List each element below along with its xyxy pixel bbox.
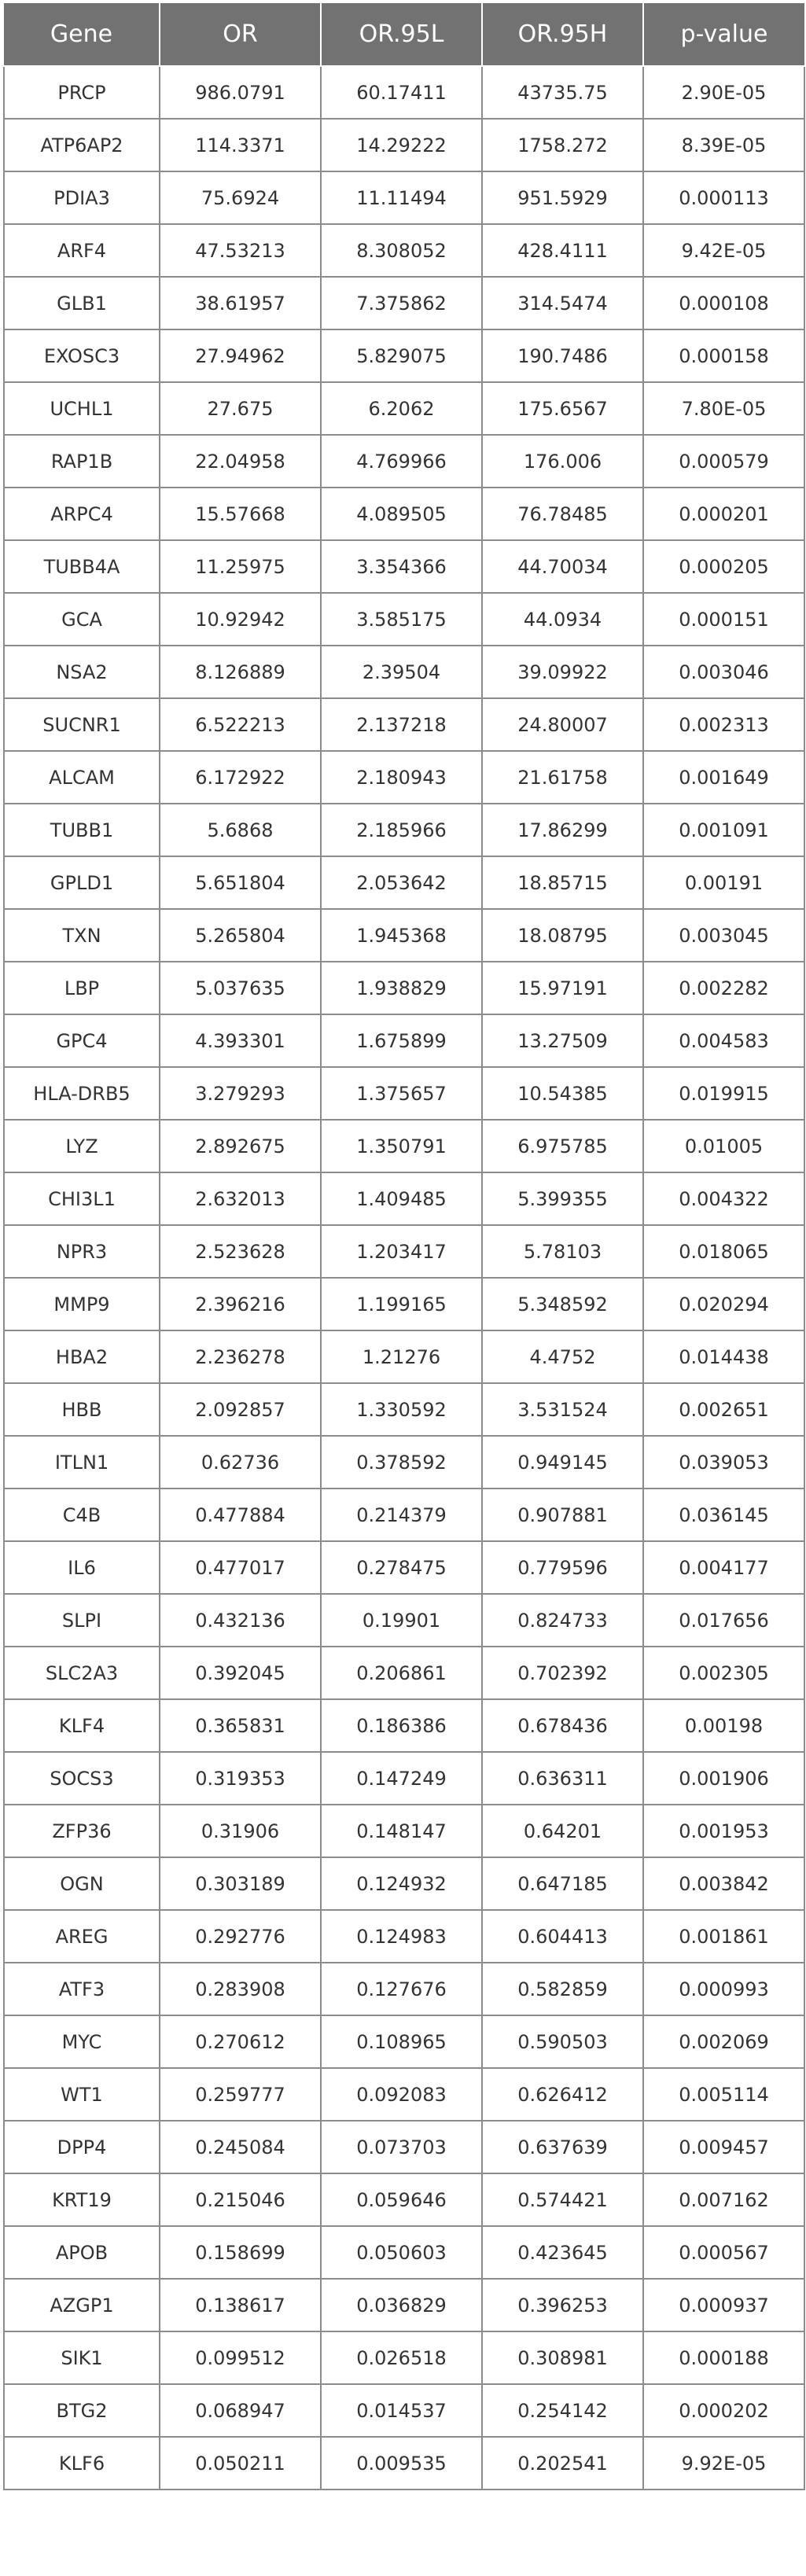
gene-cell: DPP4 [4, 2121, 160, 2173]
gene-cell: LBP [4, 962, 160, 1014]
gene-cell: SLC2A3 [4, 1647, 160, 1699]
gene-cell: SUCNR1 [4, 698, 160, 751]
or-95l-cell: 0.378592 [321, 1436, 482, 1489]
or-cell: 27.94962 [160, 329, 321, 382]
or-95l-cell: 4.769966 [321, 435, 482, 488]
or-95h-cell: 18.85715 [482, 856, 643, 909]
p-value-cell: 0.003842 [643, 1857, 804, 1910]
or-95h-cell: 5.348592 [482, 1278, 643, 1330]
or-95l-cell: 5.829075 [321, 329, 482, 382]
or-95l-cell: 0.278475 [321, 1541, 482, 1594]
or-cell: 0.319353 [160, 1752, 321, 1805]
table-row [4, 540, 804, 593]
gene-cell: KRT19 [4, 2173, 160, 2226]
or-cell: 6.522213 [160, 698, 321, 751]
or-95l-cell: 1.350791 [321, 1120, 482, 1172]
header-gene: Gene [4, 3, 160, 66]
p-value-cell: 0.000567 [643, 2226, 804, 2279]
table-row [4, 1120, 804, 1172]
or-95h-cell: 0.64201 [482, 1805, 643, 1857]
or-cell: 0.068947 [160, 2384, 321, 2437]
p-value-cell: 7.80E-05 [643, 382, 804, 435]
or-95h-cell: 44.0934 [482, 593, 643, 646]
or-cell: 0.138617 [160, 2279, 321, 2331]
or-95h-cell: 0.202541 [482, 2437, 643, 2490]
p-value-cell: 0.002651 [643, 1383, 804, 1436]
gene-cell: NPR3 [4, 1225, 160, 1278]
or-95l-cell: 1.409485 [321, 1172, 482, 1225]
or-95l-cell: 11.11494 [321, 171, 482, 224]
p-value-cell: 9.42E-05 [643, 224, 804, 277]
p-value-cell: 0.007162 [643, 2173, 804, 2226]
or-95l-cell: 2.137218 [321, 698, 482, 751]
or-95l-cell: 3.354366 [321, 540, 482, 593]
table-row [4, 1699, 804, 1752]
or-95l-cell: 0.059646 [321, 2173, 482, 2226]
p-value-cell: 0.00191 [643, 856, 804, 909]
gene-cell: HBB [4, 1383, 160, 1436]
gene-cell: WT1 [4, 2068, 160, 2121]
gene-cell: IL6 [4, 1541, 160, 1594]
or-95h-cell: 0.396253 [482, 2279, 643, 2331]
p-value-cell: 0.000188 [643, 2331, 804, 2384]
table-row [4, 1172, 804, 1225]
p-value-cell: 0.014438 [643, 1330, 804, 1383]
or-95h-cell: 175.6567 [482, 382, 643, 435]
or-95h-cell: 13.27509 [482, 1014, 643, 1067]
or-95h-cell: 44.70034 [482, 540, 643, 593]
or-cell: 6.172922 [160, 751, 321, 804]
gene-cell: MMP9 [4, 1278, 160, 1330]
gene-cell: GPC4 [4, 1014, 160, 1067]
p-value-cell: 0.000579 [643, 435, 804, 488]
or-95h-cell: 21.61758 [482, 751, 643, 804]
gene-cell: MYC [4, 2015, 160, 2068]
or-95h-cell: 3.531524 [482, 1383, 643, 1436]
table-row [4, 1436, 804, 1489]
table-row [4, 66, 804, 119]
gene-odds-ratio-table [3, 3, 805, 2490]
p-value-cell: 0.017656 [643, 1594, 804, 1647]
gene-cell: ARF4 [4, 224, 160, 277]
table-row [4, 1225, 804, 1278]
or-cell: 5.651804 [160, 856, 321, 909]
or-95h-cell: 24.80007 [482, 698, 643, 751]
table-row [4, 1278, 804, 1330]
or-cell: 0.432136 [160, 1594, 321, 1647]
or-cell: 986.0791 [160, 66, 321, 119]
or-95l-cell: 0.148147 [321, 1805, 482, 1857]
or-95h-cell: 0.907881 [482, 1489, 643, 1541]
or-95l-cell: 0.19901 [321, 1594, 482, 1647]
gene-cell: ITLN1 [4, 1436, 160, 1489]
table-row [4, 2384, 804, 2437]
p-value-cell: 0.000151 [643, 593, 804, 646]
or-95l-cell: 60.17411 [321, 66, 482, 119]
p-value-cell: 0.009457 [643, 2121, 804, 2173]
table-row [4, 119, 804, 171]
table-row [4, 804, 804, 856]
gene-cell: TXN [4, 909, 160, 962]
or-cell: 0.31906 [160, 1805, 321, 1857]
table-row [4, 856, 804, 909]
or-95h-cell: 951.5929 [482, 171, 643, 224]
table-row [4, 1963, 804, 2015]
gene-cell: APOB [4, 2226, 160, 2279]
gene-cell: ALCAM [4, 751, 160, 804]
or-95l-cell: 0.009535 [321, 2437, 482, 2490]
or-95l-cell: 1.945368 [321, 909, 482, 962]
or-95l-cell: 0.014537 [321, 2384, 482, 2437]
or-95l-cell: 0.108965 [321, 2015, 482, 2068]
p-value-cell: 0.018065 [643, 1225, 804, 1278]
gene-cell: EXOSC3 [4, 329, 160, 382]
table-row [4, 1594, 804, 1647]
gene-cell: ZFP36 [4, 1805, 160, 1857]
or-cell: 0.477884 [160, 1489, 321, 1541]
table-row [4, 2015, 804, 2068]
header-row [4, 3, 804, 66]
p-value-cell: 0.019915 [643, 1067, 804, 1120]
p-value-cell: 8.39E-05 [643, 119, 804, 171]
gene-cell: BTG2 [4, 2384, 160, 2437]
or-95l-cell: 1.375657 [321, 1067, 482, 1120]
p-value-cell: 0.003046 [643, 646, 804, 698]
or-95l-cell: 0.206861 [321, 1647, 482, 1699]
or-95h-cell: 0.702392 [482, 1647, 643, 1699]
table-row [4, 1752, 804, 1805]
or-cell: 15.57668 [160, 488, 321, 540]
table-row [4, 171, 804, 224]
table-row [4, 646, 804, 698]
table-row [4, 962, 804, 1014]
gene-cell: PRCP [4, 66, 160, 119]
gene-cell: KLF6 [4, 2437, 160, 2490]
or-95l-cell: 4.089505 [321, 488, 482, 540]
p-value-cell: 0.001649 [643, 751, 804, 804]
table-row [4, 2226, 804, 2279]
or-95l-cell: 1.203417 [321, 1225, 482, 1278]
p-value-cell: 0.000201 [643, 488, 804, 540]
gene-cell: GPLD1 [4, 856, 160, 909]
header-p-value: p-value [643, 3, 804, 66]
or-cell: 75.6924 [160, 171, 321, 224]
or-95l-cell: 0.050603 [321, 2226, 482, 2279]
table-row [4, 1647, 804, 1699]
gene-cell: ARPC4 [4, 488, 160, 540]
gene-cell: AREG [4, 1910, 160, 1963]
p-value-cell: 9.92E-05 [643, 2437, 804, 2490]
p-value-cell: 0.00198 [643, 1699, 804, 1752]
or-95h-cell: 0.949145 [482, 1436, 643, 1489]
or-95l-cell: 7.375862 [321, 277, 482, 329]
or-cell: 27.675 [160, 382, 321, 435]
or-95l-cell: 8.308052 [321, 224, 482, 277]
header-or-95h: OR.95H [482, 3, 643, 66]
p-value-cell: 0.004177 [643, 1541, 804, 1594]
or-cell: 0.245084 [160, 2121, 321, 2173]
gene-cell: HBA2 [4, 1330, 160, 1383]
table-row [4, 751, 804, 804]
or-cell: 0.365831 [160, 1699, 321, 1752]
or-95l-cell: 0.092083 [321, 2068, 482, 2121]
gene-cell: TUBB1 [4, 804, 160, 856]
p-value-cell: 0.001861 [643, 1910, 804, 1963]
or-95l-cell: 0.214379 [321, 1489, 482, 1541]
or-cell: 5.037635 [160, 962, 321, 1014]
or-cell: 8.126889 [160, 646, 321, 698]
table-row [4, 382, 804, 435]
or-cell: 0.158699 [160, 2226, 321, 2279]
p-value-cell: 0.000202 [643, 2384, 804, 2437]
table-row [4, 277, 804, 329]
or-95l-cell: 1.330592 [321, 1383, 482, 1436]
p-value-cell: 0.000108 [643, 277, 804, 329]
table-body [4, 66, 804, 2490]
p-value-cell: 0.000993 [643, 1963, 804, 2015]
table-row [4, 593, 804, 646]
or-cell: 2.092857 [160, 1383, 321, 1436]
or-95l-cell: 1.21276 [321, 1330, 482, 1383]
or-cell: 0.283908 [160, 1963, 321, 2015]
gene-cell: C4B [4, 1489, 160, 1541]
or-cell: 38.61957 [160, 277, 321, 329]
or-95h-cell: 5.399355 [482, 1172, 643, 1225]
table-row [4, 224, 804, 277]
or-95l-cell: 2.053642 [321, 856, 482, 909]
p-value-cell: 0.001953 [643, 1805, 804, 1857]
table-row [4, 2437, 804, 2490]
or-95h-cell: 428.4111 [482, 224, 643, 277]
p-value-cell: 0.002069 [643, 2015, 804, 2068]
or-cell: 0.259777 [160, 2068, 321, 2121]
p-value-cell: 0.000158 [643, 329, 804, 382]
or-cell: 0.477017 [160, 1541, 321, 1594]
gene-cell: HLA-DRB5 [4, 1067, 160, 1120]
or-95h-cell: 0.647185 [482, 1857, 643, 1910]
or-cell: 0.292776 [160, 1910, 321, 1963]
or-95h-cell: 43735.75 [482, 66, 643, 119]
or-95l-cell: 1.938829 [321, 962, 482, 1014]
or-95h-cell: 1758.272 [482, 119, 643, 171]
gene-cell: UCHL1 [4, 382, 160, 435]
gene-cell: TUBB4A [4, 540, 160, 593]
header-or-95l: OR.95L [321, 3, 482, 66]
p-value-cell: 0.002313 [643, 698, 804, 751]
or-cell: 2.396216 [160, 1278, 321, 1330]
gene-cell: CHI3L1 [4, 1172, 160, 1225]
or-cell: 0.303189 [160, 1857, 321, 1910]
table-row [4, 329, 804, 382]
or-95l-cell: 1.199165 [321, 1278, 482, 1330]
or-95h-cell: 0.678436 [482, 1699, 643, 1752]
table-row [4, 698, 804, 751]
or-95l-cell: 0.127676 [321, 1963, 482, 2015]
or-95h-cell: 39.09922 [482, 646, 643, 698]
table-row [4, 1067, 804, 1120]
gene-cell: ATP6AP2 [4, 119, 160, 171]
or-95l-cell: 0.026518 [321, 2331, 482, 2384]
or-95h-cell: 0.590503 [482, 2015, 643, 2068]
or-95l-cell: 0.124932 [321, 1857, 482, 1910]
or-95l-cell: 0.036829 [321, 2279, 482, 2331]
or-95h-cell: 0.254142 [482, 2384, 643, 2437]
gene-cell: LYZ [4, 1120, 160, 1172]
gene-cell: KLF4 [4, 1699, 160, 1752]
gene-cell: ATF3 [4, 1963, 160, 2015]
or-95l-cell: 2.39504 [321, 646, 482, 698]
or-cell: 10.92942 [160, 593, 321, 646]
or-95h-cell: 0.824733 [482, 1594, 643, 1647]
or-95h-cell: 0.582859 [482, 1963, 643, 2015]
or-95h-cell: 6.975785 [482, 1120, 643, 1172]
table-row [4, 909, 804, 962]
or-95h-cell: 190.7486 [482, 329, 643, 382]
table-row [4, 1910, 804, 1963]
or-95h-cell: 0.636311 [482, 1752, 643, 1805]
table-row [4, 435, 804, 488]
or-cell: 0.050211 [160, 2437, 321, 2490]
p-value-cell: 0.002305 [643, 1647, 804, 1699]
p-value-cell: 2.90E-05 [643, 66, 804, 119]
or-cell: 2.632013 [160, 1172, 321, 1225]
gene-cell: PDIA3 [4, 171, 160, 224]
table-row [4, 2279, 804, 2331]
p-value-cell: 0.002282 [643, 962, 804, 1014]
or-cell: 0.099512 [160, 2331, 321, 2384]
or-95h-cell: 15.97191 [482, 962, 643, 1014]
or-95l-cell: 0.124983 [321, 1910, 482, 1963]
header-or: OR [160, 3, 321, 66]
table-row [4, 2068, 804, 2121]
or-cell: 22.04958 [160, 435, 321, 488]
or-95h-cell: 18.08795 [482, 909, 643, 962]
gene-cell: SOCS3 [4, 1752, 160, 1805]
gene-cell: AZGP1 [4, 2279, 160, 2331]
or-95l-cell: 0.073703 [321, 2121, 482, 2173]
or-95l-cell: 1.675899 [321, 1014, 482, 1067]
table-row [4, 1014, 804, 1067]
table-row [4, 2173, 804, 2226]
p-value-cell: 0.000205 [643, 540, 804, 593]
table-row [4, 1330, 804, 1383]
or-95h-cell: 76.78485 [482, 488, 643, 540]
or-cell: 2.236278 [160, 1330, 321, 1383]
or-cell: 47.53213 [160, 224, 321, 277]
or-cell: 2.523628 [160, 1225, 321, 1278]
table-row [4, 1541, 804, 1594]
p-value-cell: 0.004322 [643, 1172, 804, 1225]
gene-cell: GCA [4, 593, 160, 646]
or-95h-cell: 0.779596 [482, 1541, 643, 1594]
or-cell: 5.6868 [160, 804, 321, 856]
gene-cell: SLPI [4, 1594, 160, 1647]
p-value-cell: 0.001906 [643, 1752, 804, 1805]
gene-cell: SIK1 [4, 2331, 160, 2384]
p-value-cell: 0.000937 [643, 2279, 804, 2331]
p-value-cell: 0.000113 [643, 171, 804, 224]
p-value-cell: 0.036145 [643, 1489, 804, 1541]
table-row [4, 2331, 804, 2384]
or-cell: 3.279293 [160, 1067, 321, 1120]
table-row [4, 488, 804, 540]
or-95h-cell: 10.54385 [482, 1067, 643, 1120]
p-value-cell: 0.01005 [643, 1120, 804, 1172]
or-cell: 11.25975 [160, 540, 321, 593]
p-value-cell: 0.005114 [643, 2068, 804, 2121]
or-cell: 114.3371 [160, 119, 321, 171]
or-95h-cell: 0.423645 [482, 2226, 643, 2279]
or-95l-cell: 14.29222 [321, 119, 482, 171]
table-row [4, 1383, 804, 1436]
or-95h-cell: 17.86299 [482, 804, 643, 856]
or-cell: 0.392045 [160, 1647, 321, 1699]
gene-cell: GLB1 [4, 277, 160, 329]
p-value-cell: 0.039053 [643, 1436, 804, 1489]
or-95h-cell: 0.308981 [482, 2331, 643, 2384]
or-95h-cell: 5.78103 [482, 1225, 643, 1278]
table-row [4, 2121, 804, 2173]
table-row [4, 1489, 804, 1541]
or-95l-cell: 6.2062 [321, 382, 482, 435]
or-95h-cell: 0.574421 [482, 2173, 643, 2226]
or-cell: 0.215046 [160, 2173, 321, 2226]
or-95l-cell: 3.585175 [321, 593, 482, 646]
table-row [4, 1805, 804, 1857]
gene-cell: OGN [4, 1857, 160, 1910]
or-95h-cell: 0.604413 [482, 1910, 643, 1963]
or-95h-cell: 4.4752 [482, 1330, 643, 1383]
or-95l-cell: 2.180943 [321, 751, 482, 804]
or-cell: 5.265804 [160, 909, 321, 962]
or-95h-cell: 314.5474 [482, 277, 643, 329]
or-cell: 4.393301 [160, 1014, 321, 1067]
p-value-cell: 0.001091 [643, 804, 804, 856]
table-header [4, 3, 804, 66]
or-95l-cell: 0.147249 [321, 1752, 482, 1805]
or-cell: 0.62736 [160, 1436, 321, 1489]
p-value-cell: 0.020294 [643, 1278, 804, 1330]
table-row [4, 1857, 804, 1910]
gene-cell: NSA2 [4, 646, 160, 698]
or-95h-cell: 0.637639 [482, 2121, 643, 2173]
or-cell: 0.270612 [160, 2015, 321, 2068]
or-95l-cell: 2.185966 [321, 804, 482, 856]
p-value-cell: 0.004583 [643, 1014, 804, 1067]
or-95h-cell: 176.006 [482, 435, 643, 488]
gene-cell: RAP1B [4, 435, 160, 488]
or-95h-cell: 0.626412 [482, 2068, 643, 2121]
or-cell: 2.892675 [160, 1120, 321, 1172]
p-value-cell: 0.003045 [643, 909, 804, 962]
or-95l-cell: 0.186386 [321, 1699, 482, 1752]
